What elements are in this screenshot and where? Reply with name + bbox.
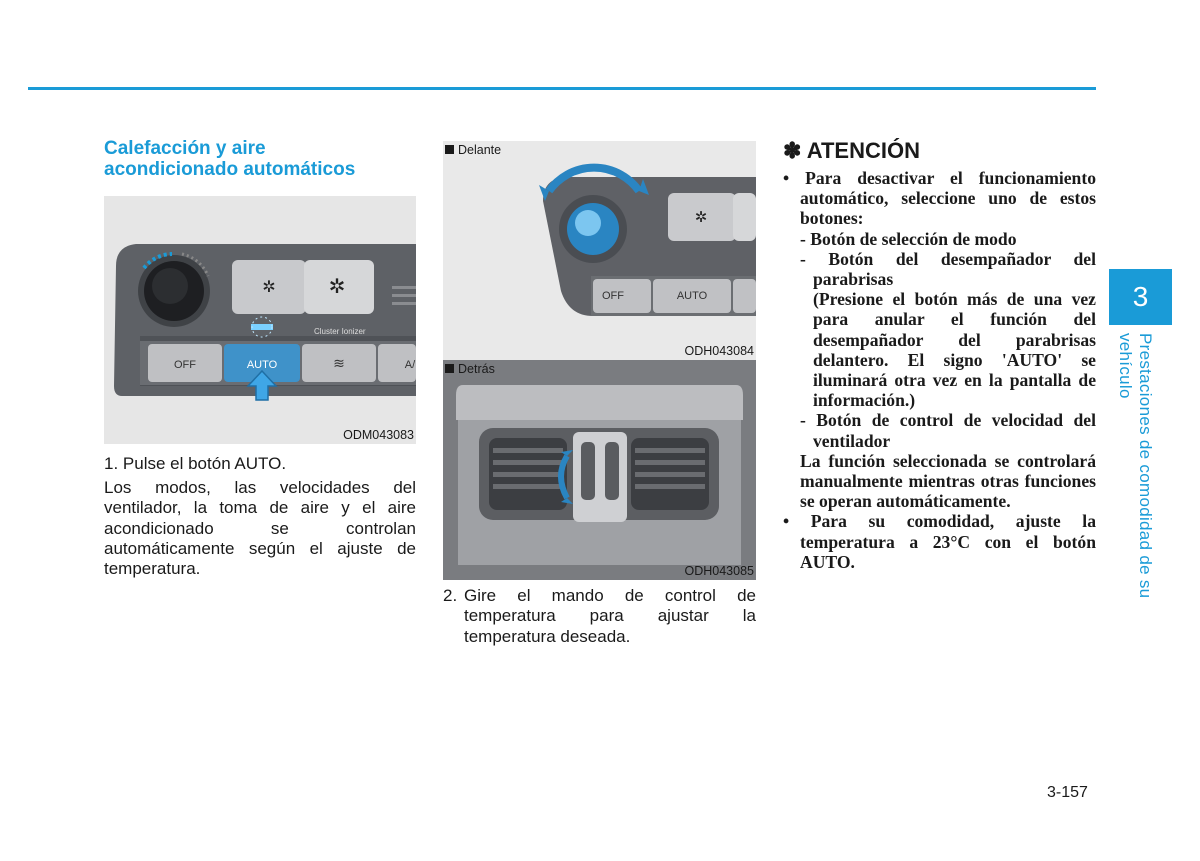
square-bullet-icon [445,364,454,373]
fan-icon: ✲ [694,209,708,226]
attention-sub-2-note: (Presione el botón más de una vez para anular el función del desempañador del parabrisas delantero. El signo 'AUTO' se iluminará otra vez en la pantalla de información.) [813,289,1096,411]
attention-sub-3: - Botón de control de velocidad del ventilador [800,410,1096,451]
square-bullet-icon [445,145,454,154]
attention-bullet-1-rest: automático, seleccione uno de estos botones: [800,188,1096,229]
header-rule [28,87,1096,90]
fan-low-icon: ✲ [262,279,276,296]
section-title-line1: Calefacción y aire [104,138,266,159]
attention-bullet-2: • Para su comodidad, ajuste la temperatura a 23°C con el botón AUTO. [783,511,1096,572]
figure-auto-button [104,196,416,444]
figure-front-knob [443,141,756,360]
step-2 [443,586,756,647]
defrost-icon: ≋ [333,355,345,371]
attention-box [783,168,1096,572]
attention-after: La función seleccionada se controlará manualmente mientras otras funciones se operan automáticamente. [800,450,1096,512]
figure-rear-vents [443,360,756,580]
section-title-line2: acondicionado automáticos [104,159,356,180]
panel-ac-label: A/ [404,359,416,371]
step-2-number: 2. [443,586,458,605]
ionizer-label: Cluster Ionizer [314,327,366,336]
panel-off-label: OFF [174,359,196,371]
front-off-label: OFF [602,290,624,302]
figure-code: ODH043084 [684,344,754,358]
attention-title: ✽ ATENCIÓN [783,138,920,163]
chapter-title: Prestaciones de comodidad de su vehículo [1116,333,1155,599]
step-1-description: Los modos, las velocidades del ventilador, la toma de aire y el aire acondicionado se controlan automáticamente según el ajuste de temperatura. [104,478,416,579]
figure-label-front-text: Delante [458,143,502,157]
climate-panel-illustration [104,196,416,444]
fan-high-icon: ✲ [328,276,346,298]
figure-code: ODH043085 [684,564,754,578]
section-title [104,138,424,180]
step-2-text: Gire el mando de control de temperatura para ajustar la temperatura deseada. [464,586,756,646]
attention-bullet-1-line1: • Para desactivar el funcionamiento [783,168,1096,188]
figure-label-front [445,143,501,157]
figure-code: ODM043083 [343,428,414,442]
page-number: 3-157 [1047,784,1088,801]
front-auto-label: AUTO [676,290,708,302]
figure-label-rear-text: Detrás [458,362,495,376]
attention-sub-1: - Botón de selección de modo [800,228,1017,249]
figure-label-rear [445,362,495,376]
panel-auto-label: AUTO [246,359,278,371]
step-1: 1. Pulse el botón AUTO. [104,454,287,473]
attention-sub-2: - Botón del desempañador del parabrisas [800,248,1096,290]
chapter-tab: 3 [1109,269,1172,325]
rear-vents-illustration [443,360,756,580]
front-panel-illustration [443,141,756,360]
